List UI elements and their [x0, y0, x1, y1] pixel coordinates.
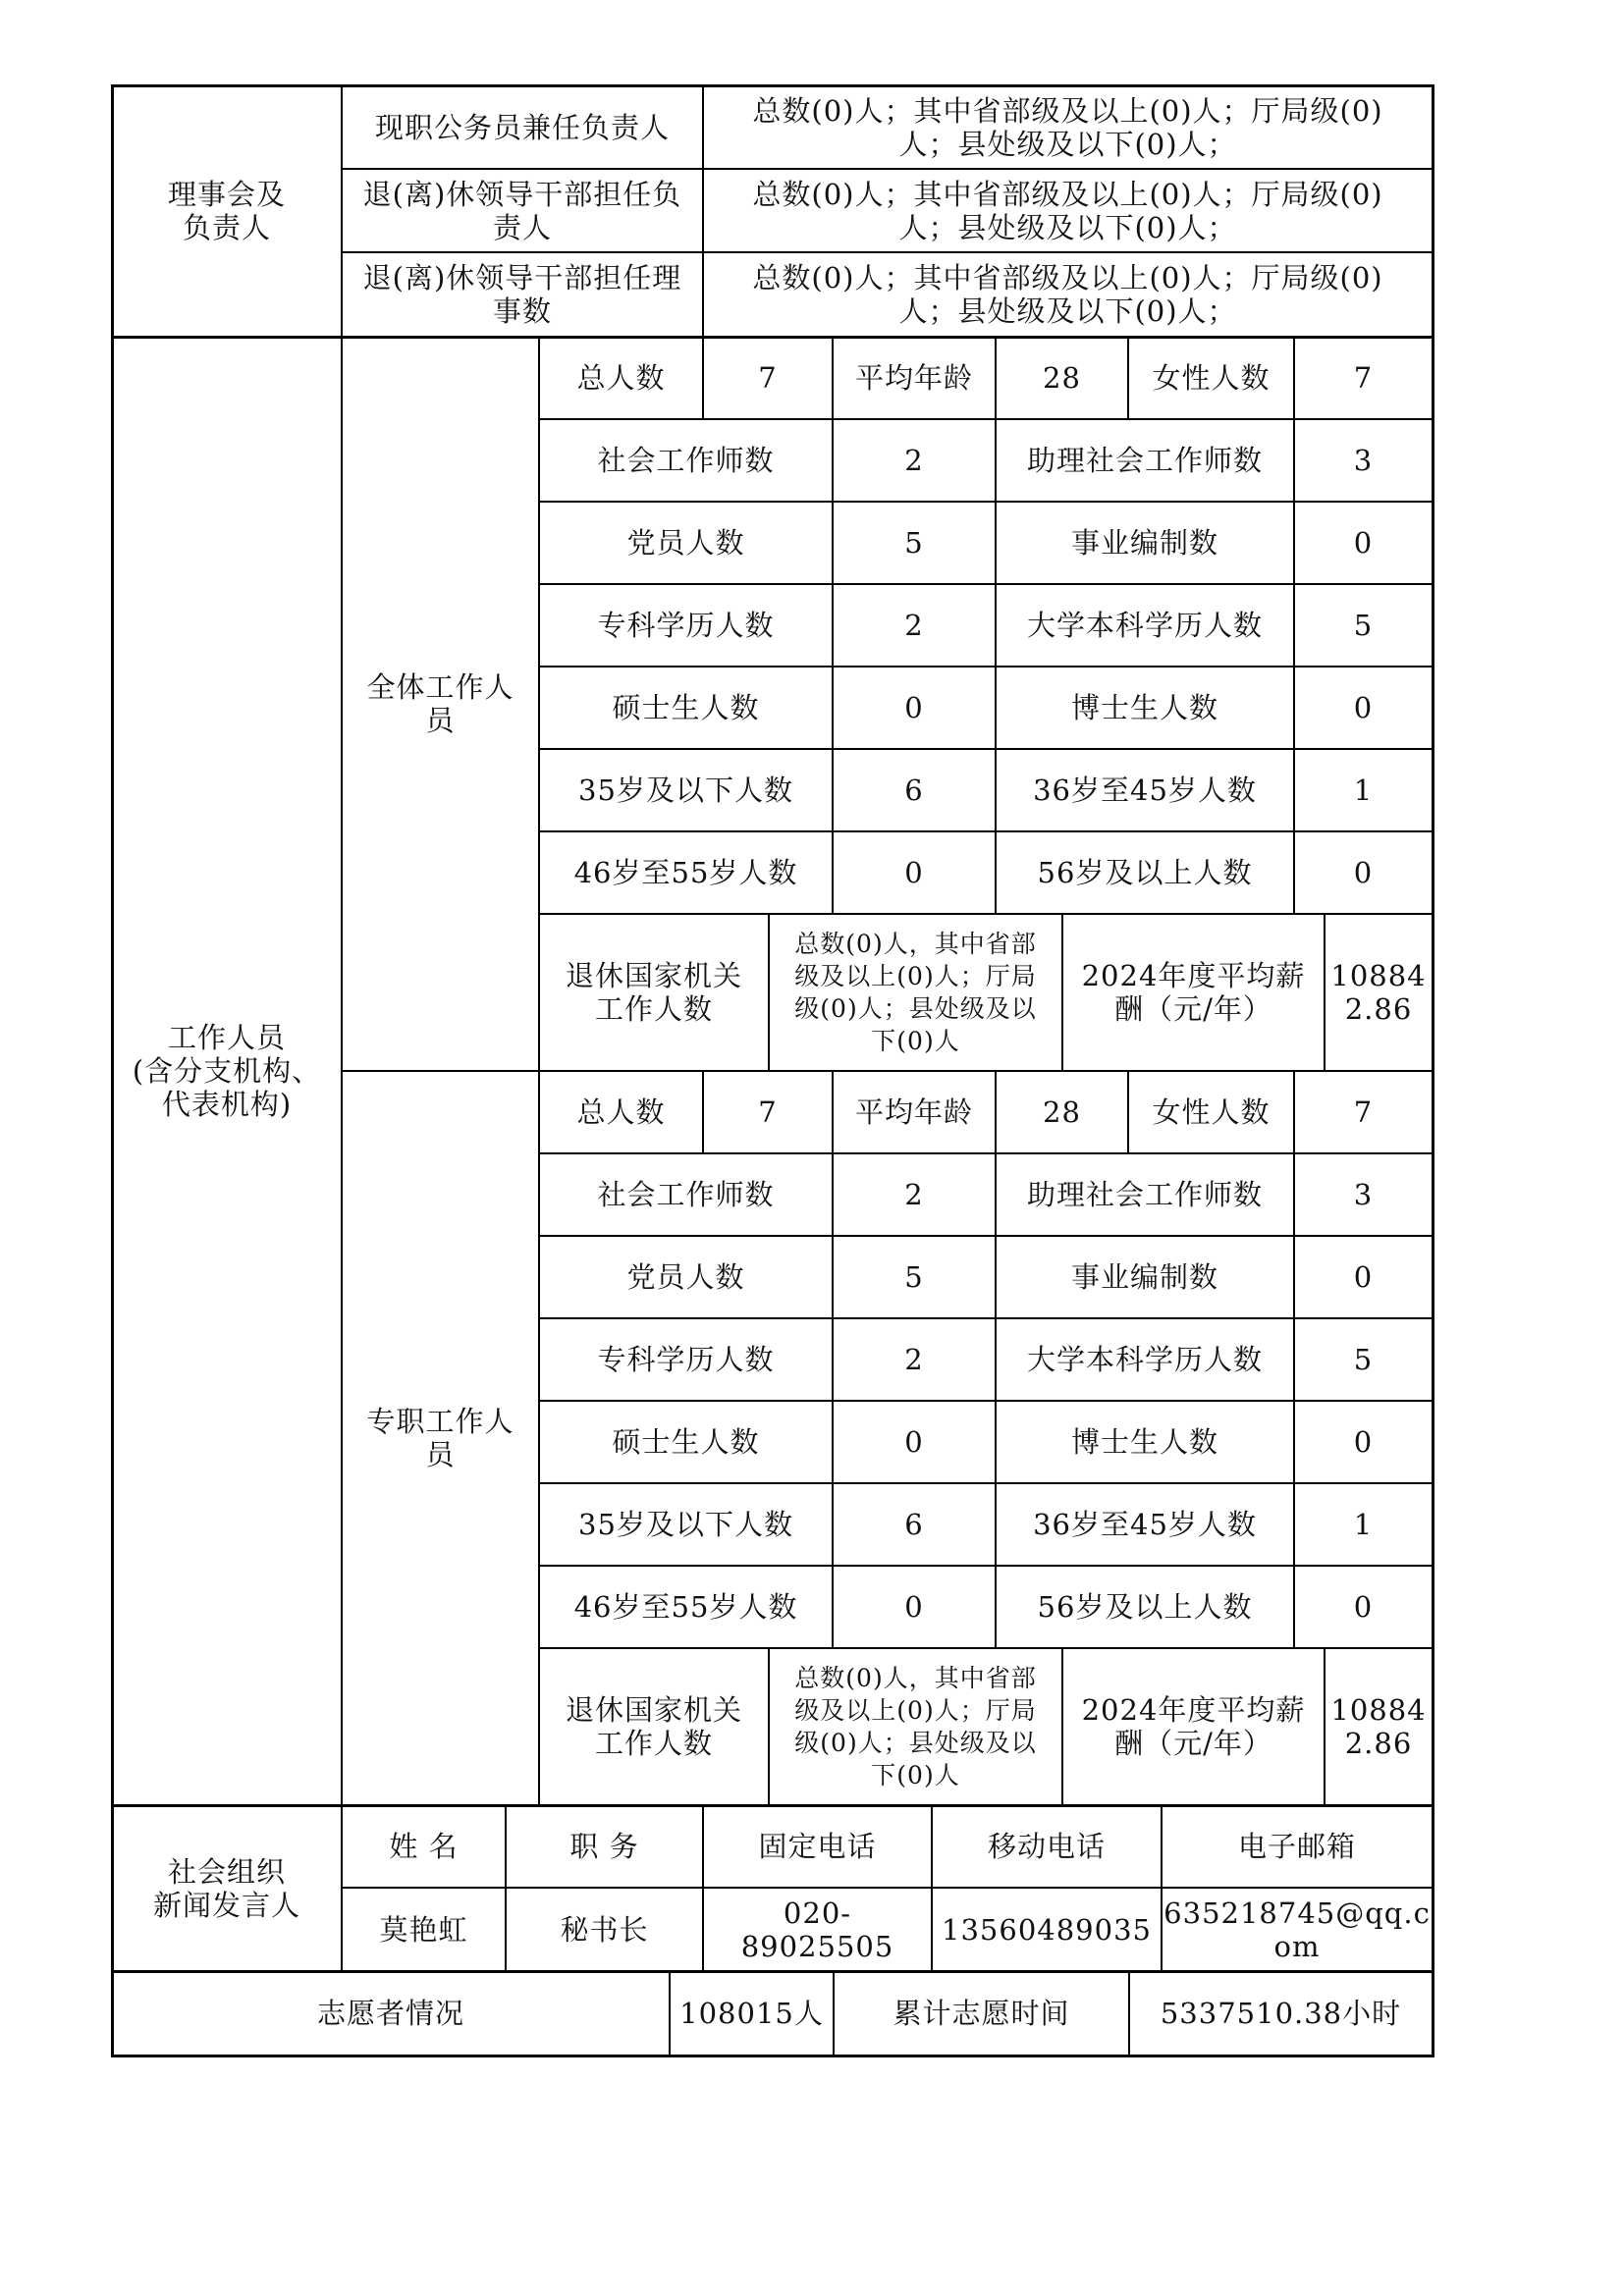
spokesperson-header	[932, 1805, 1162, 1888]
stat-label	[996, 502, 1294, 584]
stat-value-text: 3	[1353, 444, 1374, 477]
stat-value	[1294, 831, 1433, 914]
stat-value-text: 3	[1353, 1178, 1374, 1211]
stat-value	[1294, 584, 1433, 667]
average-age-label	[833, 337, 996, 419]
stat-label-text: 社会工作师数	[597, 1178, 775, 1211]
total-staff-value	[703, 1071, 833, 1153]
stat-value-text: 0	[1353, 691, 1374, 724]
stat-label	[996, 1318, 1294, 1401]
average-salary-value	[1325, 1648, 1433, 1805]
average-salary-label-text: 2024年度平均薪 酬（元/年）	[1081, 1693, 1306, 1760]
spokesperson-value	[932, 1888, 1162, 1971]
stat-label-text: 博士生人数	[1070, 691, 1218, 724]
stat-value-text: 0	[904, 1590, 924, 1624]
stat-value-text: 2	[904, 1343, 924, 1376]
council-row-label-text: 现职公务员兼任负责人	[374, 110, 670, 144]
volunteers-label	[112, 1971, 670, 2056]
stat-label	[996, 1401, 1294, 1483]
retired-staff-label-text: 退休国家机关 工作人数	[565, 959, 742, 1026]
stat-value-text: 0	[1353, 526, 1374, 560]
stat-label	[996, 584, 1294, 667]
stat-label	[539, 667, 833, 749]
stat-value-text: 2	[904, 1178, 924, 1211]
council-row-label-text: 退(离)休领导干部担任理 事数	[362, 261, 682, 328]
stat-label-text: 36岁至45岁人数	[1033, 774, 1257, 807]
spokesperson-header	[506, 1805, 703, 1888]
average-salary-value-text: 10884 2.86	[1330, 959, 1427, 1026]
female-count-label	[1128, 337, 1294, 419]
stat-label	[539, 749, 833, 831]
stat-value-text: 5	[904, 1260, 924, 1294]
council-row-label	[342, 169, 703, 252]
female-count-label	[1128, 1071, 1294, 1153]
stat-value	[1294, 1318, 1433, 1401]
stat-label-text: 36岁至45岁人数	[1033, 1508, 1257, 1541]
average-salary-label	[1062, 1648, 1325, 1805]
spokesperson-header-text: 电子邮箱	[1237, 1830, 1356, 1863]
stat-label	[996, 1566, 1294, 1648]
total-staff-value	[703, 337, 833, 419]
stat-value-text: 1	[1353, 1508, 1374, 1541]
average-age-label-text: 平均年龄	[854, 361, 973, 395]
stat-value	[1294, 667, 1433, 749]
stat-label-text: 35岁及以下人数	[578, 1508, 793, 1541]
stat-label-text: 事业编制数	[1070, 1260, 1218, 1294]
average-age-value-text: 28	[1043, 361, 1081, 395]
stat-label	[539, 1153, 833, 1236]
stat-label-text: 社会工作师数	[597, 444, 775, 477]
retired-staff-value-text: 总数(0)人，其中省部 级及以上(0)人；厅局 级(0)人；县处级及以 下(0)人	[794, 1664, 1037, 1789]
spokesperson-header	[342, 1805, 506, 1888]
stat-value-text: 0	[1353, 1260, 1374, 1294]
stat-value	[833, 749, 996, 831]
stat-label-text: 硕士生人数	[612, 691, 760, 724]
stat-label-text: 助理社会工作师数	[1026, 444, 1263, 477]
average-age-value	[996, 1071, 1128, 1153]
stat-label	[539, 1318, 833, 1401]
stat-label-text: 党员人数	[626, 526, 745, 560]
stat-value-text: 2	[904, 444, 924, 477]
retired-staff-label	[539, 1648, 769, 1805]
staff-label-text: 工作人员 (含分支机构、 代表机构)	[132, 1021, 322, 1121]
stat-label	[539, 1483, 833, 1566]
spokesperson-label	[112, 1805, 342, 1971]
female-count-value-text: 7	[1353, 361, 1374, 395]
stat-value	[1294, 1153, 1433, 1236]
retired-staff-value	[769, 914, 1062, 1071]
average-salary-value-text: 10884 2.86	[1330, 1693, 1427, 1760]
stat-value-text: 1	[1353, 774, 1374, 807]
stat-label	[996, 1483, 1294, 1566]
stat-value	[1294, 1401, 1433, 1483]
spokesperson-value	[703, 1888, 932, 1971]
stat-label	[996, 1236, 1294, 1318]
stat-label	[539, 502, 833, 584]
staff-group-label	[342, 337, 539, 1071]
spokesperson-value-text: 莫艳虹	[379, 1912, 468, 1947]
stat-label-text: 专科学历人数	[597, 609, 775, 642]
stat-value	[833, 1236, 996, 1318]
council-row-value-text: 总数(0)人；其中省部级及以上(0)人；厅局级(0) 人；县处级及以下(0)人；	[752, 177, 1383, 244]
retired-staff-label	[539, 914, 769, 1071]
stat-value-text: 5	[1353, 1343, 1374, 1376]
stat-value-text: 6	[904, 774, 924, 807]
stat-label-text: 党员人数	[626, 1260, 745, 1294]
stat-value	[1294, 749, 1433, 831]
council-label	[112, 85, 342, 337]
stat-value	[833, 502, 996, 584]
council-label-text: 理事会及 负责人	[167, 178, 286, 244]
retired-staff-value-text: 总数(0)人，其中省部 级及以上(0)人；厅局 级(0)人；县处级及以 下(0)人	[794, 930, 1037, 1055]
spokesperson-value	[342, 1888, 506, 1971]
stat-value	[1294, 419, 1433, 502]
stat-label	[539, 1236, 833, 1318]
staff-group-label	[342, 1071, 539, 1805]
average-age-label-text: 平均年龄	[854, 1095, 973, 1129]
volunteer-hours-value	[1129, 1971, 1433, 2056]
stat-label-text: 大学本科学历人数	[1026, 1343, 1263, 1376]
female-count-value	[1294, 1071, 1433, 1153]
stat-value	[1294, 1236, 1433, 1318]
average-age-value-text: 28	[1043, 1095, 1081, 1129]
stat-label-text: 专科学历人数	[597, 1343, 775, 1376]
council-row-label-text: 退(离)休领导干部担任负 责人	[362, 177, 682, 244]
stat-label	[996, 1153, 1294, 1236]
average-age-label	[833, 1071, 996, 1153]
council-row-value-text: 总数(0)人；其中省部级及以上(0)人；厅局级(0) 人；县处级及以下(0)人；	[752, 93, 1383, 161]
total-staff-value-text: 7	[758, 361, 778, 395]
stat-value-text: 6	[904, 1508, 924, 1541]
stat-label	[996, 749, 1294, 831]
stat-label	[539, 584, 833, 667]
retired-staff-label-text: 退休国家机关 工作人数	[565, 1693, 742, 1760]
stat-value	[833, 1153, 996, 1236]
spokesperson-value	[506, 1888, 703, 1971]
stat-value-text: 0	[1353, 1590, 1374, 1624]
stat-label	[996, 667, 1294, 749]
stat-value-text: 0	[904, 691, 924, 724]
council-row-value	[703, 85, 1433, 169]
total-staff-label-text: 总人数	[576, 361, 666, 395]
stat-value-text: 5	[904, 526, 924, 560]
volunteer-hours-label-text: 累计志愿时间	[893, 1997, 1070, 2030]
stat-label	[996, 831, 1294, 914]
average-age-value	[996, 337, 1128, 419]
spokesperson-value-text: 635218745@qq.c om	[1163, 1896, 1431, 1963]
stat-value-text: 2	[904, 609, 924, 642]
female-count-value	[1294, 337, 1433, 419]
female-count-value-text: 7	[1353, 1095, 1374, 1129]
stat-label-text: 博士生人数	[1070, 1425, 1218, 1459]
average-salary-value	[1325, 914, 1433, 1071]
retired-staff-value	[769, 1648, 1062, 1805]
stat-value	[833, 1318, 996, 1401]
total-staff-value-text: 7	[758, 1095, 778, 1129]
stat-label-text: 事业编制数	[1070, 526, 1218, 560]
staff-group-label-text: 专职工作人 员	[366, 1405, 514, 1471]
stat-value-text: 0	[1353, 856, 1374, 889]
stat-label	[996, 419, 1294, 502]
stat-label-text: 助理社会工作师数	[1026, 1178, 1263, 1211]
stat-label-text: 大学本科学历人数	[1026, 609, 1263, 642]
staff-label	[112, 337, 342, 1805]
spokesperson-label-text: 社会组织 新闻发言人	[152, 1854, 300, 1922]
spokesperson-header	[1162, 1805, 1433, 1888]
spokesperson-value	[1162, 1888, 1433, 1971]
stat-value	[1294, 1483, 1433, 1566]
stat-label	[539, 831, 833, 914]
spokesperson-header-text: 职 务	[569, 1830, 639, 1863]
volunteer-count-text: 108015人	[679, 1997, 824, 2030]
stat-label-text: 35岁及以下人数	[578, 774, 793, 807]
female-count-label-text: 女性人数	[1152, 361, 1271, 395]
stat-value	[1294, 1566, 1433, 1648]
stat-label-text: 56岁及以上人数	[1037, 1590, 1253, 1624]
spokesperson-header-text: 姓 名	[389, 1830, 459, 1863]
volunteers-label-text: 志愿者情况	[316, 1997, 464, 2030]
total-staff-label-text: 总人数	[576, 1095, 666, 1129]
average-salary-label-text: 2024年度平均薪 酬（元/年）	[1081, 959, 1306, 1026]
stat-value	[833, 1483, 996, 1566]
stat-value	[833, 1566, 996, 1648]
council-row-value	[703, 252, 1433, 337]
stat-value-text: 0	[904, 1425, 924, 1459]
spokesperson-value-text: 秘书长	[560, 1912, 649, 1947]
council-row-value-text: 总数(0)人；其中省部级及以上(0)人；厅局级(0) 人；县处级及以下(0)人；	[752, 261, 1383, 328]
stat-value	[833, 1401, 996, 1483]
stat-label	[539, 419, 833, 502]
volunteer-hours-label	[834, 1971, 1129, 2056]
stat-value-text: 5	[1353, 609, 1374, 642]
staff-group-label-text: 全体工作人 员	[366, 670, 514, 737]
council-row-value	[703, 169, 1433, 252]
stat-value	[1294, 502, 1433, 584]
stat-value	[833, 667, 996, 749]
stat-label-text: 46岁至55岁人数	[573, 1590, 798, 1624]
total-staff-label	[539, 1071, 703, 1153]
stat-value-text: 0	[904, 856, 924, 889]
volunteer-count	[670, 1971, 834, 2056]
stat-label	[539, 1566, 833, 1648]
spokesperson-header-text: 固定电话	[758, 1830, 877, 1863]
stat-value	[833, 584, 996, 667]
spokesperson-header-text: 移动电话	[987, 1830, 1106, 1863]
stat-label-text: 46岁至55岁人数	[573, 856, 798, 889]
stat-value	[833, 419, 996, 502]
total-staff-label	[539, 337, 703, 419]
stat-value-text: 0	[1353, 1425, 1374, 1459]
spokesperson-header	[703, 1805, 932, 1888]
spokesperson-value-text: 020-89025505	[740, 1896, 894, 1963]
average-salary-label	[1062, 914, 1325, 1071]
spokesperson-value-text: 13560489035	[942, 1912, 1152, 1947]
volunteer-hours-value-text: 5337510.38小时	[1160, 1997, 1402, 2030]
stat-label-text: 56岁及以上人数	[1037, 856, 1253, 889]
council-row-label	[342, 85, 703, 169]
stat-label	[539, 1401, 833, 1483]
stat-label-text: 硕士生人数	[612, 1425, 760, 1459]
stat-value	[833, 831, 996, 914]
council-row-label	[342, 252, 703, 337]
female-count-label-text: 女性人数	[1152, 1095, 1271, 1129]
